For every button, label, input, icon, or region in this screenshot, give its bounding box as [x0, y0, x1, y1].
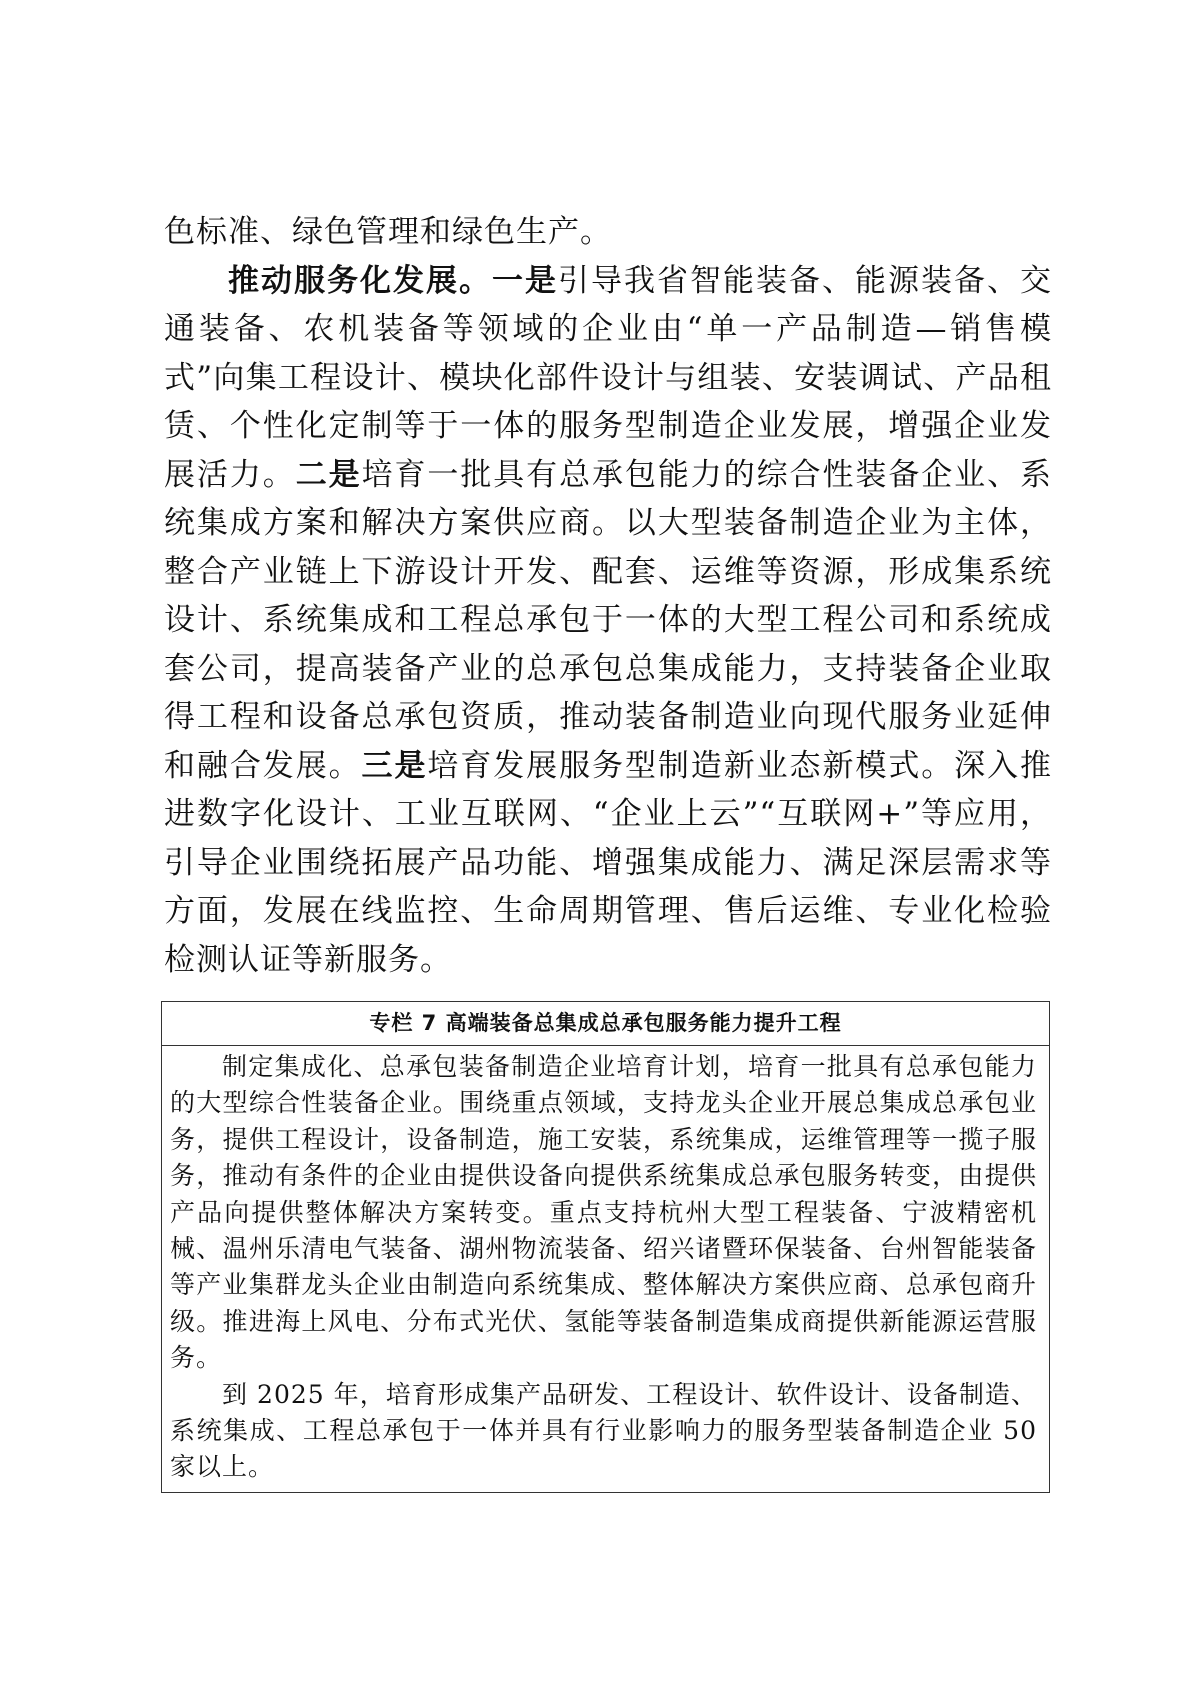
box-paragraph-2: 到 2025 年，培育形成集产品研发、工程设计、软件设计、设备制造、系统集成、工程总承包于一体并具有行业影响力的服务型装备制造企业 50 家以上。 [170, 1379, 1037, 1482]
point3-label: 三是 [361, 747, 428, 784]
box-title: 专栏 7 高端装备总集成总承包服务能力提升工程 [162, 1002, 1049, 1046]
box-paragraph-1: 制定集成化、总承包装备制造企业培育计划，培育一批具有总承包能力的大型综合性装备企业。围绕重点领域，支持龙头企业开展总集成总承包业务，提供工程设计，设备制造，施工安装，系统集成，运维管理等一揽子服务，推动有条件的企业由提供设备向提供系统集成总承包服务转变，由提供产品向提供整体解决方案转变。重点支持杭州大型工程装备、宁波精密机械、温州乐清电气装备、湖州物流装备、绍兴诸暨环保装备、台州智能装备等产业集群龙头企业由制造向系统集成、整体解决方案供应商、总承包商升级。推进海上风电、分布式光伏、氢能等装备制造集成商提供新能源运营服务。 [170, 1052, 1037, 1373]
point2-label: 二是 [295, 456, 362, 493]
point1-label: 一是 [492, 262, 558, 299]
box-body [162, 1046, 1049, 1486]
point3-text: 培育发展服务型制造新业态新模式。深入推进数字化设计、工业互联网、“企业上云”“互联网+”等应用，引导企业围绕拓展产品功能、增强集成能力、满足深层需求等方面，发展在线监控、生命周期管理、售后运维、专业化检验检测认证等新服务。 [164, 747, 1053, 978]
section-heading: 推动服务化发展。 [228, 262, 492, 299]
point2-text: 培育一批具有总承包能力的综合性装备企业、系统集成方案和解决方案供应商。以大型装备制造企业为主体，整合产业链上下游设计开发、配套、运维等资源，形成集系统设计、系统集成和工程总承包于一体的大型工程公司和系统成套公司，提高装备产业的总承包总集成能力，支持装备企业取得工程和设备总承包资质，推动装备制造业向现代服务业延伸和融合发展。 [164, 456, 1053, 784]
point1-text: 引导我省智能装备、能源装备、交通装备、农机装备等领域的企业由“单一产品制造—销售模式”向集工程设计、模块化部件设计与组装、安装调试、产品租赁、个性化定制等于一体的服务型制造企业发展，增强企业发展活力。 [164, 262, 1052, 493]
body-text [164, 208, 1052, 984]
section-paragraph [164, 257, 1052, 985]
special-column-box [161, 1001, 1050, 1493]
intro-line: 色标准、绿色管理和绿色生产。 [164, 214, 612, 250]
